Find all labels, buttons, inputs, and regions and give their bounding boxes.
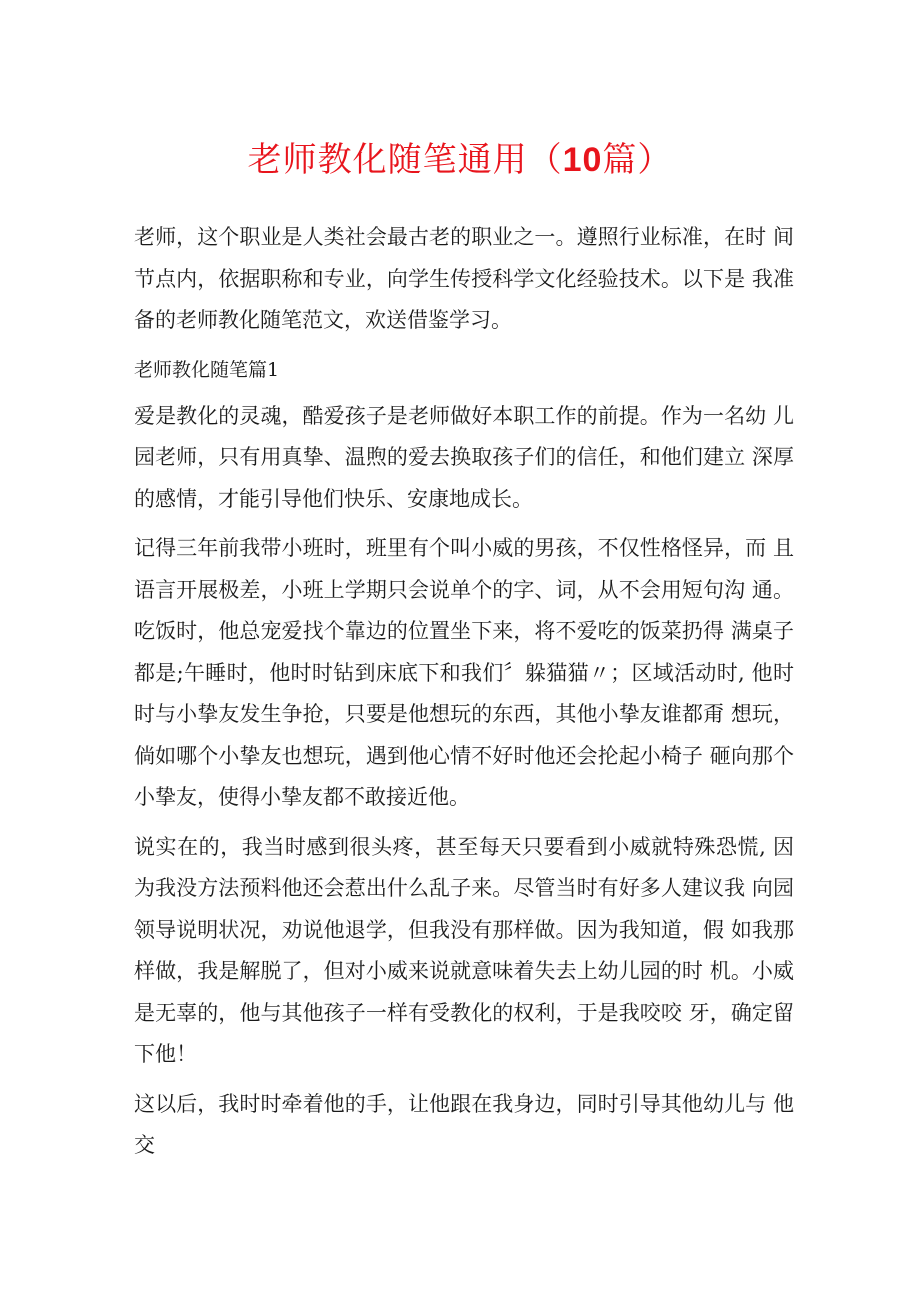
title-suffix: 篇）: [602, 140, 673, 180]
section-heading: 老师教化随笔篇1: [134, 358, 280, 381]
title-number: 10: [562, 141, 603, 179]
body-paragraph: 爱是教化的灵魂，酷爱孩子是老师做好本职工作的前提。作为一名幼 儿园老师，只有用真挚、温煦的爱去换取孩子们的信任，和他们建立 深厚的感情，才能引导他们快乐、安康地成长。: [134, 403, 794, 511]
body-paragraph: 记得三年前我带小班时，班里有个叫小威的男孩，不仅性格怪异，而 且语言开展极差，小班上学期只会说单个的字、词，从不会用短句沟 通。吃饭时，他总宠爱找个靠边的位置坐下来，将不爱吃的饭菜扔得 满桌子都是;午睡时，他时时钻到床底下和我们〞躲猫猫〃；区域活动时, 他时时与小挚友发生争抢，只要是他想玩的东西，其他小挚友谁都甭 想玩，倘如哪个小挚友也想玩，遇到他心情不好时他还会抡起小椅子 砸向那个小挚友，使得小挚友都不敢接近他。: [134, 536, 794, 809]
document-title: [0, 136, 920, 184]
body-paragraph: 这以后，我时时牵着他的手，让他跟在我身边，同时引导其他幼儿与 他交: [134, 1091, 794, 1157]
title-main: 老师教化随笔通用: [247, 140, 528, 180]
intro-paragraph: 老师，这个职业是人类社会最古老的职业之一。遵照行业标准，在时 间节点内，依据职称和专业，向学生传授科学文化经验技术。以下是 我准备的老师教化随笔范文，欢送借鉴学习。: [134, 225, 794, 332]
document-body: [134, 217, 794, 1175]
body-paragraph: 说实在的，我当时感到很头疼，甚至每天只要看到小威就特殊恐慌, 因为我没方法预料他还会惹出什么乱子来。尽管当时有好多人建议我 向园领导说明状况，劝说他退学，但我没有那样做。因为我知道，假 如我那样做，我是解脱了，但对小威来说就意味着失去上幼儿园的时 机。小威是无辜的，他与其他孩子一样有受教化的权利，于是我咬咬 牙，确定留下他！: [134, 834, 794, 1066]
title-open-paren: （: [527, 140, 563, 180]
